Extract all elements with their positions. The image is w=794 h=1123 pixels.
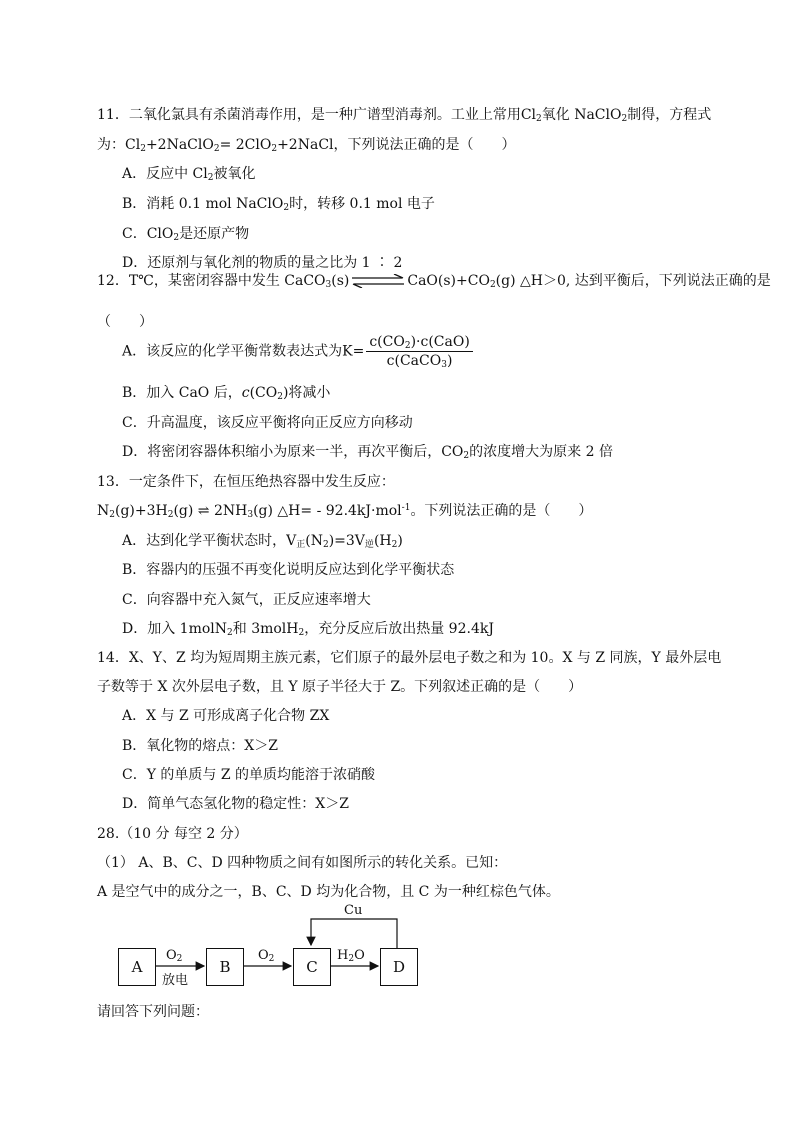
q14-option-c: C．Y 的单质与 Z 的单质均能溶于浓硝酸 (122, 767, 376, 783)
equilibrium-arrow-icon (350, 274, 406, 288)
q14-option-d: D．简单气态氢化物的稳定性：X＞Z (122, 796, 349, 812)
q11-option-c: C．ClO$_2$是还原产物 (122, 226, 250, 243)
label-h2o: $H_2O$ (337, 948, 365, 964)
box-a: A (118, 948, 156, 986)
conversion-diagram (118, 903, 418, 987)
box-d: D (380, 948, 418, 986)
q13-stem: 13．一定条件下，在恒压绝热容器中发生反应： (97, 474, 395, 490)
label-o2-second: $O_2$ (258, 948, 275, 964)
q11-option-a: A．反应中 $Cl_2$被氧化 (122, 166, 256, 183)
equilibrium-constant-fraction: $\frac{c(CO_2)\cdot c(CaO)}{c(CaCO_3)}$ (366, 334, 472, 369)
q12-stem-bracket: （ ） (97, 314, 153, 330)
q13-option-c: C．向容器中充入氮气，正反应速率增大 (122, 592, 371, 608)
q12-option-a: A．该反应的化学平衡常数表达式为K= $\frac{c(CO_2)\cdot c(CaO)}{c(CaCO_3)}$ (122, 334, 473, 369)
q13-option-d: D．加入 1molN$_2$和 3molH$_2$，充分反应后放出热量 92.4kJ (122, 621, 494, 638)
label-o2-first: $O_2$ (166, 948, 183, 964)
q14-option-b: B．氧化物的熔点：X＞Z (122, 738, 278, 754)
q11-line1: 11．二氧化氯具有杀菌消毒作用，是一种广谱型消毒剂。工业上常用$Cl_2$氧化 NaClO$_2$制得，方程式 (97, 107, 712, 124)
q12-option-b: B．加入 CaO 后，$c(CO_2)$将减小 (122, 385, 331, 402)
q28-heading: 28.（10 分 每空 2 分） (97, 826, 248, 842)
q11-line2: 为：$Cl_2+2NaClO_2=$ 2ClO$_2$+2NaCl，下列说法正确的是（ ） (97, 137, 516, 154)
q12-stem: 12．T℃，某密闭容器中发生 CaCO$_3$(s) $CaO(s)+CO_2(g)$ △H＞0, 达到平衡后，下列说法正确的是 (97, 273, 771, 290)
box-c: C (293, 948, 331, 986)
label-cu: Cu (344, 903, 363, 918)
q13-option-b: B．容器内的压强不再变化说明反应达到化学平衡状态 (122, 562, 455, 578)
box-b: B (206, 948, 244, 986)
q14-line1: 14．X、Y、Z 均为短周期主族元素，它们原子的最外层电子数之和为 10。X 与 Z 同族，Y 最外层电 (97, 650, 722, 666)
q28-ask: 请回答下列问题： (97, 1004, 209, 1020)
q11-option-d: D．还原剂与氧化剂的物质的量之比为 1 ∶ 2 (122, 255, 403, 271)
label-discharge: 放电 (162, 973, 189, 988)
q28-part1: （1） A、B、C、D 四种物质之间有如图所示的转化关系。已知： (97, 855, 508, 871)
q12-option-c: C．升高温度，该反应平衡将向正反应方向移动 (122, 415, 413, 431)
q14-option-a: A．X 与 Z 可形成离子化合物 ZX (122, 708, 330, 724)
q28-info: A 是空气中的成分之一，B、C、D 均为化合物，且 C 为一种红棕色气体。 (97, 884, 560, 900)
q14-line2: 子数等于 X 次外层电子数，且 Y 原子半径大于 Z。下列叙述正确的是（ ） (97, 679, 583, 695)
q13-option-a: A．达到化学平衡状态时，$V_正(N_2)=3V_逆(H_2)$ (122, 533, 403, 550)
q13-equation: $N_2(g)+3H_2(g)$ ⇌ $2NH_3(g)$ △H= - 92.4kJ·mol$^{-1}$。下列说法正确的是（ ） (97, 503, 593, 520)
q11-option-b: B．消耗 0.1 mol NaClO$_2$时，转移 0.1 mol 电子 (122, 196, 435, 213)
q12-option-d: D．将密闭容器体积缩小为原来一半，再次平衡后，$CO_2$的浓度增大为原来 2 倍 (122, 444, 613, 461)
